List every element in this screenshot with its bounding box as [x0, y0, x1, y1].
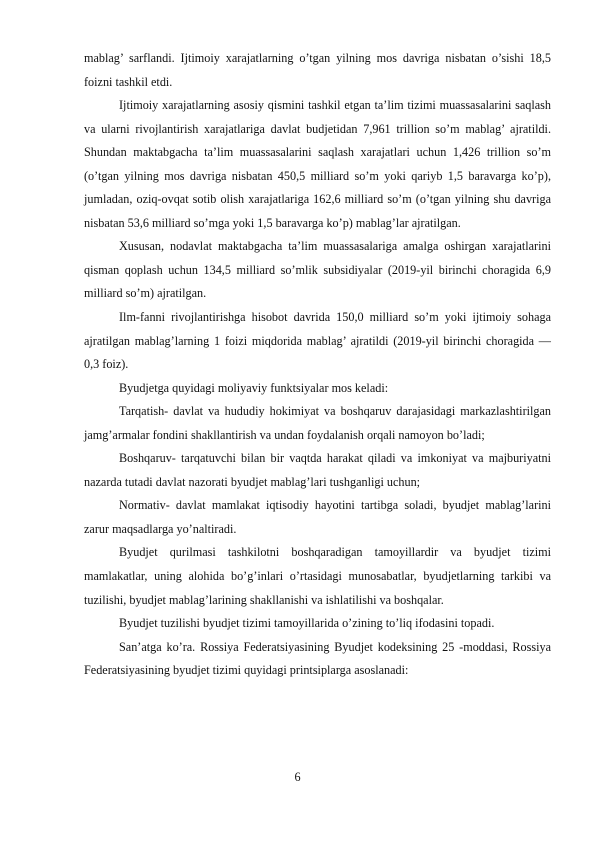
- paragraph-3: Xususan, nodavlat maktabgacha ta’lim muassasalariga amalga oshirgan xarajatlarini qisman qoplash uchun 134,5 milliard so’mlik subsidiyalar (2019-yil birinchi choragida 6,9 milliard so’m) ajratilgan.: [84, 239, 551, 301]
- paragraph-11: San’atga ko’ra. Rossiya Federatsiyasining Byudjet kodeksining 25 -moddasi, Rossiya Federatsiyasining byudjet tizimi quyidagi printsiplarga asoslanadi:: [84, 639, 551, 678]
- paragraph-10: Byudjet tuzilishi byudjet tizimi tamoyillarida o’zining to’liq ifodasini topadi.: [119, 616, 495, 631]
- paragraph-1: mablag’ sarflandi. Ijtimoiy xarajatlarning o’tgan yilning mos davriga nisbatan o’sishi 18,5 foizni tashkil etdi.: [84, 51, 551, 89]
- page-number: 6: [294, 770, 301, 784]
- paragraph-9: Byudjet qurilmasi tashkilotni boshqaradigan tamoyillardir va byudjet tizimi mamlakatlar, uning alohida bo’g’inlari o’rtasidagi munosabatlar, byudjetlarning tarkibi va tuzilishi, byudjet mablag’larining shakllanishi va ishlatilishi va boshqalar.: [84, 545, 551, 607]
- paragraph-5: Byudjetga quyidagi moliyaviy funktsiyalar mos keladi:: [119, 380, 389, 395]
- paragraph-4: Ilm-fanni rivojlantirishga hisobot davrida 150,0 milliard so’m yoki ijtimoiy sohaga ajratilgan mablag’larning 1 foizi miqdorida mablag’ ajratildi (2019-yil birinchi choragida — 0,3 foiz).: [84, 310, 551, 372]
- document-body: [84, 47, 551, 683]
- paragraph-2: Ijtimoiy xarajatlarning asosiy qismini tashkil etgan ta’lim tizimi muassasalarini saqlash va ularni rivojlantirish xarajatlariga davlat budjetidan 7,961 trillion so’m mablag’ ajratildi. Shundan maktabgacha ta’lim muassasalarini saqlash xarajatlari uchun 1,426 trillion so’m (o’tgan yilning mos davriga nisbatan 450,5 milliard so’m yoki qariyb 1,5 baravarga ko’p), jumladan, oziq-ovqat sotib olish xarajatlariga 162,6 milliard so’m (o’tgan yilning shu davriga nisbatan 53,6 milliard so’mga yoki 1,5 baravarga ko’p) mablag’lar ajratilgan.: [84, 98, 551, 230]
- paragraph-6: Tarqatish- davlat va hududiy hokimiyat va boshqaruv darajasidagi markazlashtirilgan jamg’armalar fondini shakllantirish va undan foydalanish orqali namoyon bo’ladi;: [84, 404, 551, 442]
- paragraph-8: Normativ- davlat mamlakat iqtisodiy hayotini tartibga soladi, byudjet mablag’larini zarur maqsadlarga yo’naltiradi.: [84, 498, 551, 536]
- paragraph-7: Boshqaruv- tarqatuvchi bilan bir vaqtda harakat qiladi va imkoniyat va majburiyatni nazarda tutadi davlat nazorati byudjet mablag’lari tushganligi uchun;: [84, 451, 551, 489]
